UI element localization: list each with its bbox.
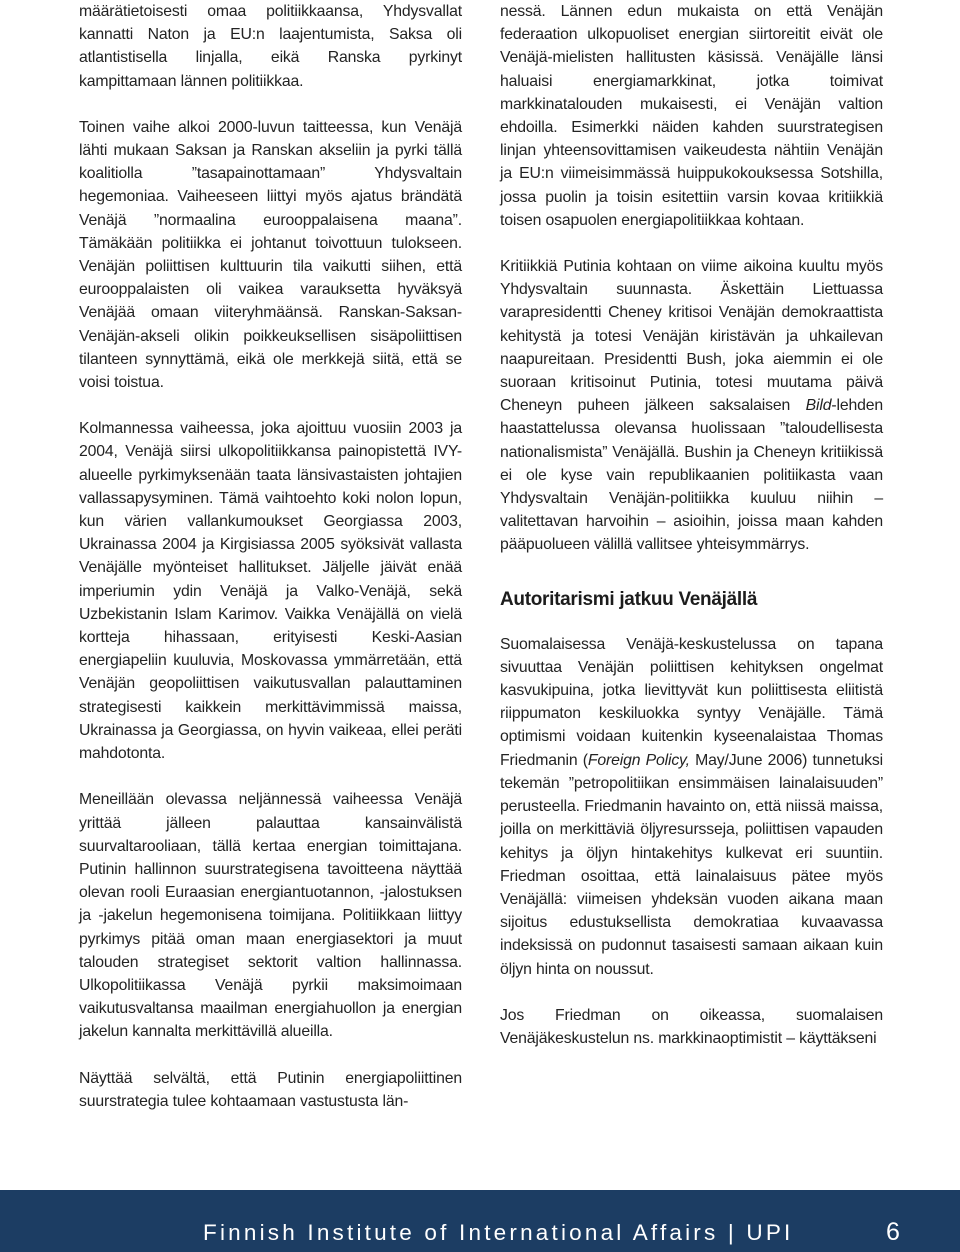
page-number: 6 bbox=[886, 1218, 900, 1246]
paragraph: Jos Friedman on oikeassa, suomalaisen Venäjäkeskustelun ns. markkinaoptimistit – käyttäkseni bbox=[500, 1006, 883, 1047]
text-run: Kritiikkiä Putinia kohtaan on viime aikoina kuultu myös Yhdysvaltain suunnasta. Äskettäin Liettuassa varapresidentti Cheney kritisoi Venäjän demokraattista kehitystä ja totesi Venäjän kiristävän ja uhkailevan naapureitaan. Presidentti Bush, joka aiemmin ei ole suoraan kritisoinut Putinia, totesi muutama päivä Cheneyn puheen jälkeen saksalaisen bbox=[500, 258, 883, 415]
publication-title: Foreign Policy, bbox=[587, 751, 690, 769]
paragraph: Kolmannessa vaiheessa, joka ajoittuu vuosiin 2003 ja 2004, Venäjä siirsi ulkopolitiikkansa painopistettä IVY-alueelle pyrkimyksenään taata länsivastaisten johtajien vallassapysyminen. Tämä vaihtoehto koki nolon lopun, kun värien vallankumoukset Georgiassa 2003, Ukrainassa 2004 ja Kirgisiassa 2005 syöksivät vallasta Venäjälle myönteiset hallitukset. Jäljelle jäivät enää imperiumin ydin Venäjä ja Valko-Venäjä, sekä Uzbekistanin Islam Karimov. Vaikka Venäjällä on vielä kortteja hihassaan, erityisesti Keski-Aasian energiapeliin kuuluvia, Moskovassa ymmärretään, että Venäjän geopoliittisen vaikutusvallan palauttaminen strategisesti kaikkein merkittävimmissä maissa, Ukrainassa ja Georgiassa, on hyvin vaikeaa, ellei peräti mahdotonta. bbox=[79, 420, 462, 763]
paragraph bbox=[500, 633, 883, 981]
section-heading: Autoritarismi jatkuu Venäjällä bbox=[500, 588, 758, 610]
text-run: -lehden haastattelussa olevansa huolissaan ”taloudellisesta nationalismista” Venäjällä. Bushin ja Cheneyn kritiikissä ei ole kyse vain republikaanien politiikasta vaan Yhdysvaltain Venäjän-politiikka kuuluu niihin – valitettavan harvoihin – asioihin, joissa maan kahden pääpuolueen välillä vallitsee yhteisymmärrys. bbox=[500, 397, 883, 554]
paragraph: nessä. Lännen edun mukaista on että Venäjän federaation ulkopuoliset energian siirtoreitit eivät ole Venäjä-mielisten hallitusten käsissä. Venäjälle länsi haluaisi energiamarkkinat, jotka toimivat markkinatalouden mukaisesti, ei Venäjän valtion ehdoilla. Esimerkki näiden kahden suurstrategisen linjan yhteensovittamisen vaikeudesta nähtiin Venäjän ja EU:n viimeisimmässä huippukokouksessa Sotshilla, jossa puolin ja toisin esitettiin varsin kovaa kritiikkiä toisen osapuolen energiapolitiikkaa kohtaan. bbox=[500, 3, 883, 229]
footer-bar bbox=[0, 1190, 960, 1252]
paragraph bbox=[500, 255, 883, 557]
paragraph: Meneillään olevassa neljännessä vaiheessa Venäjä yrittää jälleen palauttaa kansainvälistä suurvaltarooliaan, tällä kertaa energian toimittajana. Putinin hallinnon suurstrategisena tavoitteena näyttää olevan rooli Euraasian energiantuotannon, -jalostuksen ja -jakelun hegemonisena toimijana. Politiikkaan liittyy pyrkimys pitää oman maan energiasektori ja muut talouden strategiset sektorit valtion hallinnassa. Ulkopolitiikassa Venäjä pyrkii maksimoimaan vaikutusvaltansa maailman energiahuollon ja energian jakelun kannalta merkittävillä alueilla. bbox=[79, 791, 462, 1041]
paragraph: Toinen vaihe alkoi 2000-luvun taitteessa, kun Venäjä lähti mukaan Saksan ja Ranskan akseliin ja pyrki tällä koalitiolla ”tasapainottamaan” Yhdysvaltain hegemoniaa. Vaiheeseen liittyi myös ajatus brändätä Venäjä ”normaalina eurooppalaisena maana”. Tämäkään politiikka ei johtanut toivottuun tulokseen. Venäjän poliittisen kulttuurin tila vaikutti siihen, että eurooppalaisten oli vaikea varauksetta hyväksyä Venäjää omaan viiteryhmäänsä. Ranskan-Saksan-Venäjän-akseli olikin poikkeuksellisen sisäpoliittisen tilanteen synnyttämä, eikä ole merkkejä siitä, että se voisi toistua. bbox=[79, 118, 462, 392]
institute-name: Finnish Institute of International Affairs | UPI bbox=[203, 1220, 794, 1245]
right-column bbox=[500, 0, 883, 1050]
text-run: Suomalaisessa Venäjä-keskustelussa on tapana sivuuttaa Venäjän poliittisen kehityksen ongelmat kasvukipuina, jotka lievittyvät kun poliittisesta eliitistä riippumaton keskiluokka syntyy Venäjälle. Tämä optimismi voidaan kuitenkin kyseenalaistaa Thomas Friedmanin ( bbox=[500, 635, 883, 769]
paragraph: määrätietoisesti omaa politiikkaansa, Yhdysvallat kannatti Naton ja EU:n laajentumista, Saksa oli atlantistisella linjalla, eikä Ranska pyrkinyt kampittamaan lännen politiikkaa. bbox=[79, 3, 462, 90]
left-column bbox=[79, 0, 462, 1113]
paragraph: Näyttää selvältä, että Putinin energiapoliittinen suurstrategia tulee kohtaamaan vastustusta län- bbox=[79, 1069, 462, 1110]
text-run: May/June 2006) tunnetuksi tekemän ”petropolitiikan ensimmäisen lainalaisuuden” perusteella. Friedmanin havainto on, että niissä maissa, joilla on merkittäviä öljyresursseja, poliittisen vapauden kehitys ja öljyn hintakehitys kulkevat eri suuntiin. Friedman osoittaa, että lainalaisuus pätee myös Venäjällä: viimeisen yhdeksän vuoden aikana maan sijoitus edustuksellista demokratiaa kuvaavassa indeksissä on pudonnut tasaisesti samaan aikaan kuin öljyn hinta on noussut. bbox=[500, 751, 883, 978]
publication-title: Bild bbox=[805, 397, 832, 415]
